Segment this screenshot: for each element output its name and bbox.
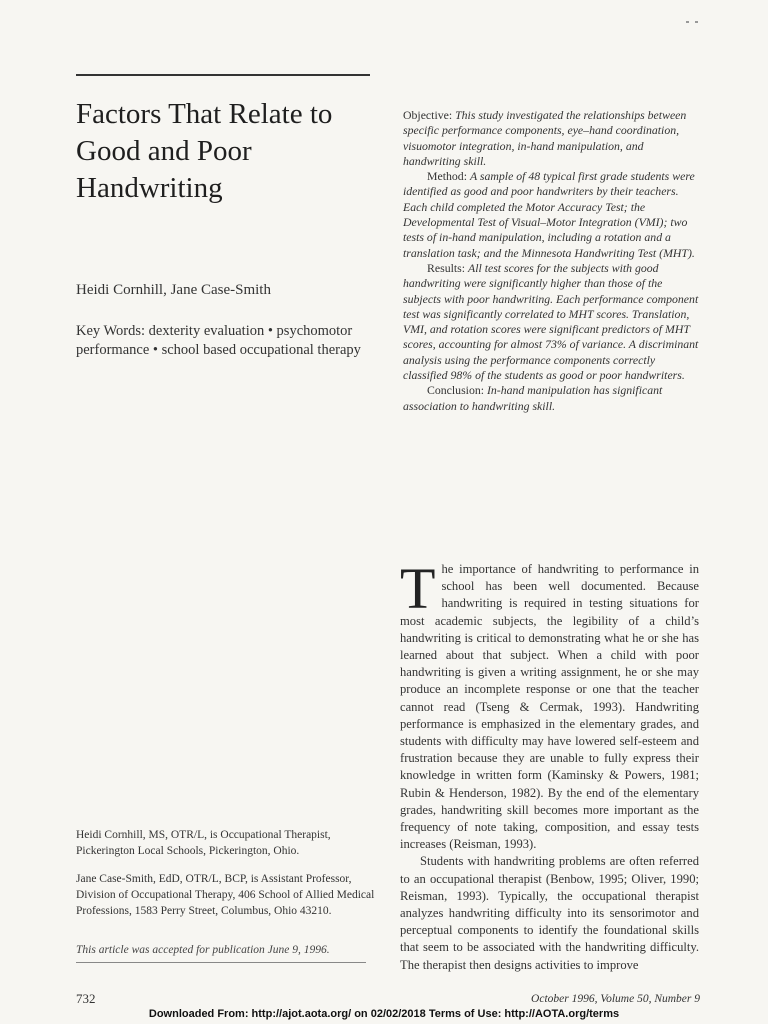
article-title: Factors That Relate to Good and Poor Handwriting [76,98,333,204]
objective-text: This study investigated the relationships between specific performance components, eye–hand coordination, visuomotor integration, in-hand manipulation, and handwriting skill. [403,108,687,168]
abstract-results [403,261,699,383]
abstract-method [403,169,699,261]
results-label: Results: [427,260,466,275]
objective-label: Objective: [403,108,453,122]
acceptance-note: This article was accepted for publication June 9, 1996. [76,944,330,956]
footnote-rule [76,962,366,963]
abstract-objective [403,108,699,169]
scan-marks [686,10,706,14]
body-paragraph-1 [400,556,699,853]
abstract [403,108,699,414]
author-affiliations [76,827,376,931]
method-label: Method: [427,169,467,184]
affiliation-first: Heidi Cornhill, MS, OTR/L, is Occupational Therapist, Pickerington Local Schools, Pickerington, Ohio. [76,829,331,857]
conclusion-label: Conclusion: [427,383,485,398]
page-number: 732 [76,991,96,1006]
body-text [400,556,699,974]
issue-info: October 1996, Volume 50, Number 9 [531,993,700,1005]
affiliation-second: Jane Case-Smith, EdD, OTR/L, BCP, is Assistant Professor, Division of Occupational Therapy, 406 School of Allied Medical Professions, 1583 Perry Street, Columbus, Ohio 43210. [76,873,375,917]
body-paragraph-2: Students with handwriting problems are often referred to an occupational therapist (Benbow, 1995; Oliver, 1990; Reisman, 1993). Typically, the occupational therapist analyzes handwriting difficulty into its sensorimotor and perceptual components to identify the foundational skills that seem to be associated with the handwriting difficulty. The therapist then designs activities to improve [400,854,699,972]
download-footer: Downloaded From: http://ajot.aota.org/ on 02/02/2018 Terms of Use: http://AOTA.org/terms [148,1008,620,1020]
conclusion-text: In-hand manipulation has significant association to handwriting skill. [403,383,663,413]
method-text: A sample of 48 typical first grade students were identified as good and poor handwriters by their teachers. Each child completed the Motor Accuracy Test; the Developmental Test of Visual–Motor Integration (VMI); two tests of in-hand manipulation, including a rotation and a translation task; and the Minnesota Handwriting Test (MHT). [403,169,695,260]
article-authors: Heidi Cornhill, Jane Case-Smith [76,282,271,298]
drop-cap: T [400,556,436,621]
body-paragraph-1-text: he importance of handwriting to performance in school has been well documented. Because handwriting is required in testing situations for most academic subjects, the legibility of a child’s handwriting is critical to demonstrating what he or she has learned about that subject. When a child with poor handwriting is given a writing assignment, he or she may produce an incomplete response or one that the teacher cannot read (Tseng & Cermak, 1993). Handwriting performance is emphasized in the elementary grades, and students with difficulty may have lowered self-esteem and frustration because they are unable to fully express their knowledge in written form (Kaminsky & Powers, 1981; Rubin & Henderson, 1982). By the end of the elementary grades, handwriting skill becomes more important as the frequency of note taking, composition, and essay tests increases (Reisman, 1993). [400,562,699,852]
key-words: Key Words: dexterity evaluation • psychomotor performance • school based occupational therapy [76,323,361,358]
abstract-conclusion [403,383,699,414]
results-text: All test scores for the subjects with good handwriting were significantly higher than those of the subjects with poor handwriting. Each performance component test was significantly correlated to MHT scores. Translation, VMI, and rotation scores were significant predictors of MHT scores, accounting for almost 73% of variance. A discriminant analysis using the performance components correctly classified 98% of the students as good or poor handwriters. [403,260,699,383]
title-rule [76,74,370,76]
